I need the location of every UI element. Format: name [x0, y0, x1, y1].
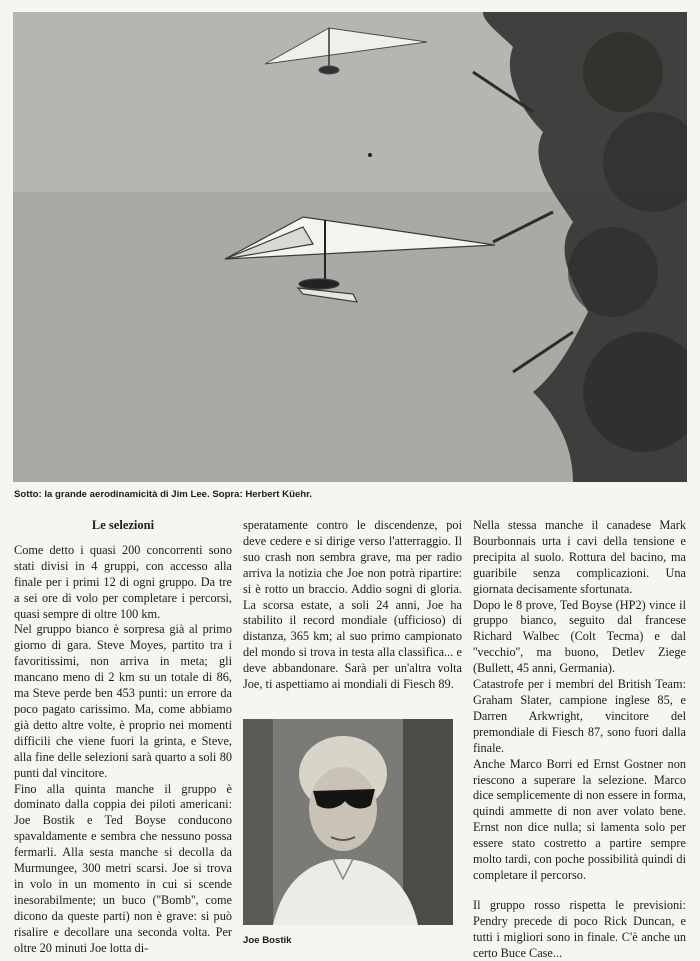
text-column-1 — [14, 518, 232, 956]
text-column-2 — [243, 518, 462, 693]
section-heading: Le selezioni — [91, 518, 155, 532]
paragraph: speratamente contro le discendenze, poi deve cedere e si dirige verso l'atterraggio. Il suo crash non sembra grave, ma per radio arriva la notizia che Joe non potrà ripartire: si è rotto un braccio. Addio sogni di gloria. La scorsa estate, a soli 24 anni, Joe ha stabilito il record mondiale (ufficioso) di distanza, 365 km; al suo primo campionato del mondo si trova in testa alla classifica... e deve abbandonare. Sarà per un'altra volta Joe, ti aspettiamo ai mondiali di Fiesch 89. — [243, 518, 462, 692]
portrait-caption: Joe Bostik — [243, 935, 292, 946]
paragraph: Come detto i quasi 200 concorrenti sono stati divisi in 4 gruppi, con accesso alla finale per i primi 12 di ogni gruppo. Da tre a sei ore di volo per completare i percorsi, quasi sempre di oltre 100 km. — [14, 542, 232, 621]
portrait-illustration — [243, 719, 453, 925]
paragraph-gap — [473, 884, 686, 898]
text-column-3 — [473, 518, 686, 961]
paragraph: Catastrofe per i membri del British Team: Graham Slater, campione inglese 85, e Darren Arkwright, vincitore del premondiale di Fiesch 87, sono fuori dalla finale. — [473, 677, 686, 755]
paragraph: Anche Marco Borri ed Ernst Gostner non riescono a superare la selezione. Marco dice semplicemente di non essere in forma, quindi ammette di non aver volato bene. Ernst non dice nulla; si lamenta solo per essere stato costretto a partire sempre molto tardi, con poche possibilità quindi di completare il percorso. — [473, 756, 686, 882]
hang-gliders-photo — [13, 12, 687, 482]
paragraph: Dopo le 8 prove, Ted Boyse (HP2) vince il gruppo bianco, seguito dal francese Richard Walbec (Colt Tecma) e dal ''vecchio'', ma buono, Detlev Ziege (Bullett, 45 anni, Germania). — [473, 597, 686, 676]
portrait-photo — [243, 719, 453, 925]
photo-caption: Sotto: la grande aerodinamicità di Jim Lee. Sopra: Herbert Küehr. — [14, 489, 313, 500]
speck — [368, 153, 372, 157]
paragraph: Fino alla quinta manche il gruppo è dominato dalla coppia dei piloti americani: Joe Bostik e Ted Boyse conducono spavaldamente e sembra che nessuno possa fermarli. Alla sesta manche si decolla da Murmungee, 300 metri scarsi. Joe si trova in volo in un momento in cui si scende inesorabilmente; un buco (''Bomb'', come dicono da queste parti) non è grave: si può risalire e decollare una seconda volta. Per oltre 20 minuti Joe lotta di- — [14, 781, 232, 955]
paragraph: Il gruppo rosso rispetta le previsioni: Pendry precede di poco Rick Duncan, e tutti i migliori sono in finale. C'è anche un certo Buce Case... — [473, 897, 686, 960]
hang-gliders-illustration — [13, 12, 687, 482]
paragraph: Nella stessa manche il canadese Mark Bourbonnais urta i cavi della tensione e precipita al suolo. Rottura del bacino, ma guaribile senza complicazioni. Una giornata decisamente sfortunata. — [473, 518, 686, 596]
paragraph: Nel gruppo bianco è sorpresa già al primo giorno di gara. Steve Moyes, partito tra i favoritissimi, non arriva in meta; gli mancano meno di 2 km su un totale di 86, ma Steve perde ben 453 punti: un errore da poco pagato carissimo. Ma, come abbiamo già detto altre volte, è proprio nei momenti difficili che viene fuori la grinta, e Steve, alla fine delle selezioni sarà quarto a soli 80 punti dal vincitore. — [14, 622, 232, 780]
